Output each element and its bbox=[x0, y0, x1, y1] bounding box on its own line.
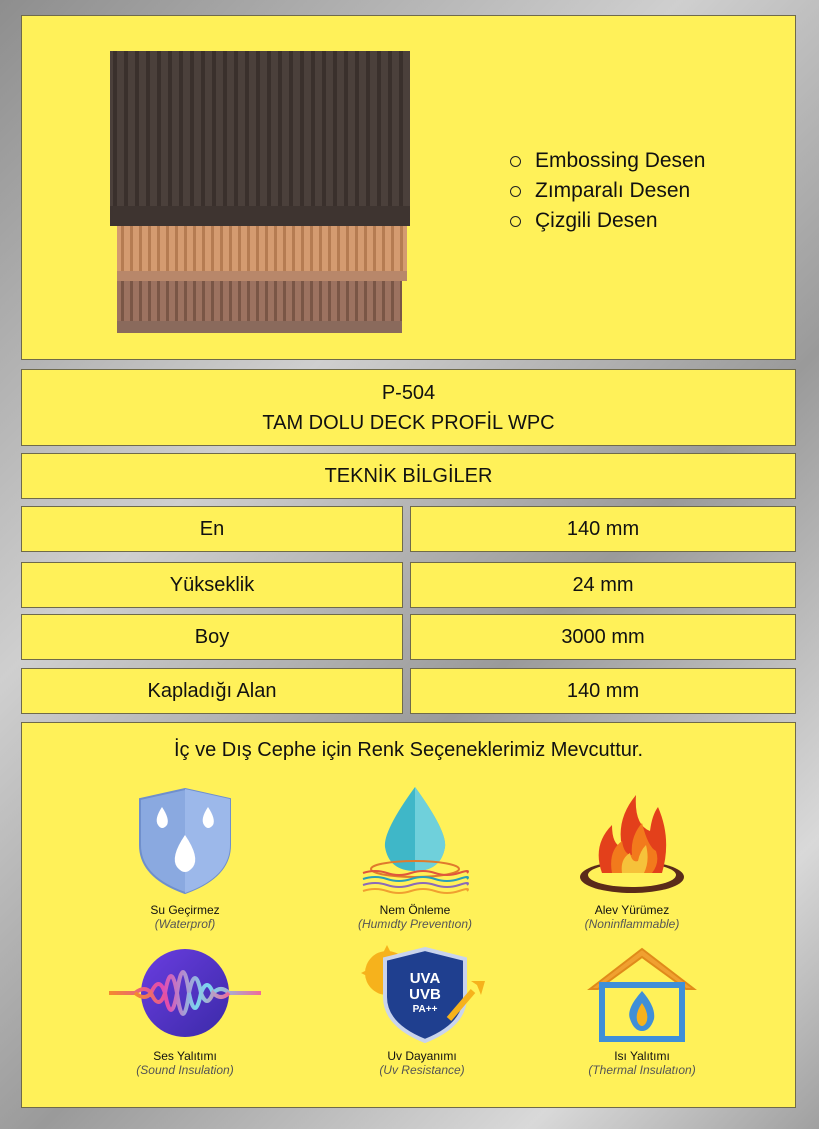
feature-uv bbox=[322, 945, 522, 1077]
spec-value-coverage: 140 mm bbox=[410, 668, 796, 714]
pattern-item bbox=[510, 176, 705, 206]
tech-header: TEKNİK BİLGİLER bbox=[21, 453, 796, 499]
uv-badge-uvb: UVB bbox=[409, 986, 441, 1003]
uv-shield-icon bbox=[357, 945, 487, 1043]
feature-sound bbox=[85, 945, 285, 1077]
house-flame-icon bbox=[586, 945, 698, 1043]
feature-label: Ses Yalıtımı bbox=[153, 1049, 217, 1063]
spec-label-coverage: Kapladığı Alan bbox=[21, 668, 403, 714]
flame-icon bbox=[572, 785, 692, 897]
feature-thermal bbox=[542, 945, 742, 1077]
spec-value-height: 24 mm bbox=[410, 562, 796, 608]
feature-label: Su Geçirmez bbox=[150, 903, 220, 917]
feature-label: Uv Dayanımı bbox=[387, 1049, 457, 1063]
feature-humidity bbox=[315, 785, 515, 931]
feature-label: Alev Yürümez bbox=[594, 903, 670, 917]
pattern-item bbox=[510, 206, 705, 236]
spec-value-length: 3000 mm bbox=[410, 614, 796, 660]
pattern-item bbox=[510, 146, 705, 176]
feature-label: Isı Yalıtımı bbox=[614, 1049, 670, 1063]
spec-value-width: 140 mm bbox=[410, 506, 796, 552]
spec-label-length: Boy bbox=[21, 614, 403, 660]
spec-label-width: En bbox=[21, 506, 403, 552]
features-heading: İç ve Dış Cephe için Renk Seçeneklerimiz Mevcuttur. bbox=[173, 739, 644, 761]
feature-sub: (Waterprof) bbox=[154, 917, 216, 931]
hero-panel bbox=[21, 15, 796, 360]
uv-badge-uva: UVA bbox=[409, 970, 441, 987]
feature-sub: (Thermal Insulatıon) bbox=[588, 1063, 696, 1077]
feature-sub: (Humıdty Preventıon) bbox=[357, 917, 473, 931]
pattern-list bbox=[510, 146, 705, 236]
sound-wave-icon bbox=[105, 945, 265, 1043]
bullet-icon bbox=[510, 186, 521, 197]
deck-board-image bbox=[107, 46, 412, 341]
pattern-label: Çizgili Desen bbox=[535, 209, 658, 232]
feature-sub: (Noninflammable) bbox=[584, 917, 680, 931]
product-code: P-504 bbox=[381, 381, 436, 404]
bullet-icon bbox=[510, 156, 521, 167]
uv-badge-pa: PA++ bbox=[412, 1004, 438, 1015]
water-drop-icon bbox=[355, 785, 475, 897]
bullet-icon bbox=[510, 216, 521, 227]
spec-label-height: Yükseklik bbox=[21, 562, 403, 608]
feature-waterproof bbox=[85, 785, 285, 931]
features-panel bbox=[21, 722, 796, 1108]
product-name: TAM DOLU DECK PROFİL WPC bbox=[262, 411, 555, 434]
feature-sub: (Sound Insulation) bbox=[136, 1063, 234, 1077]
pattern-label: Embossing Desen bbox=[535, 149, 706, 172]
feature-noninflammable bbox=[532, 785, 732, 931]
product-title-box bbox=[21, 369, 796, 446]
waterproof-shield-icon bbox=[130, 785, 240, 897]
feature-label: Nem Önleme bbox=[379, 903, 451, 917]
pattern-label: Zımparalı Desen bbox=[535, 179, 691, 202]
feature-sub: (Uv Resistance) bbox=[379, 1063, 465, 1077]
